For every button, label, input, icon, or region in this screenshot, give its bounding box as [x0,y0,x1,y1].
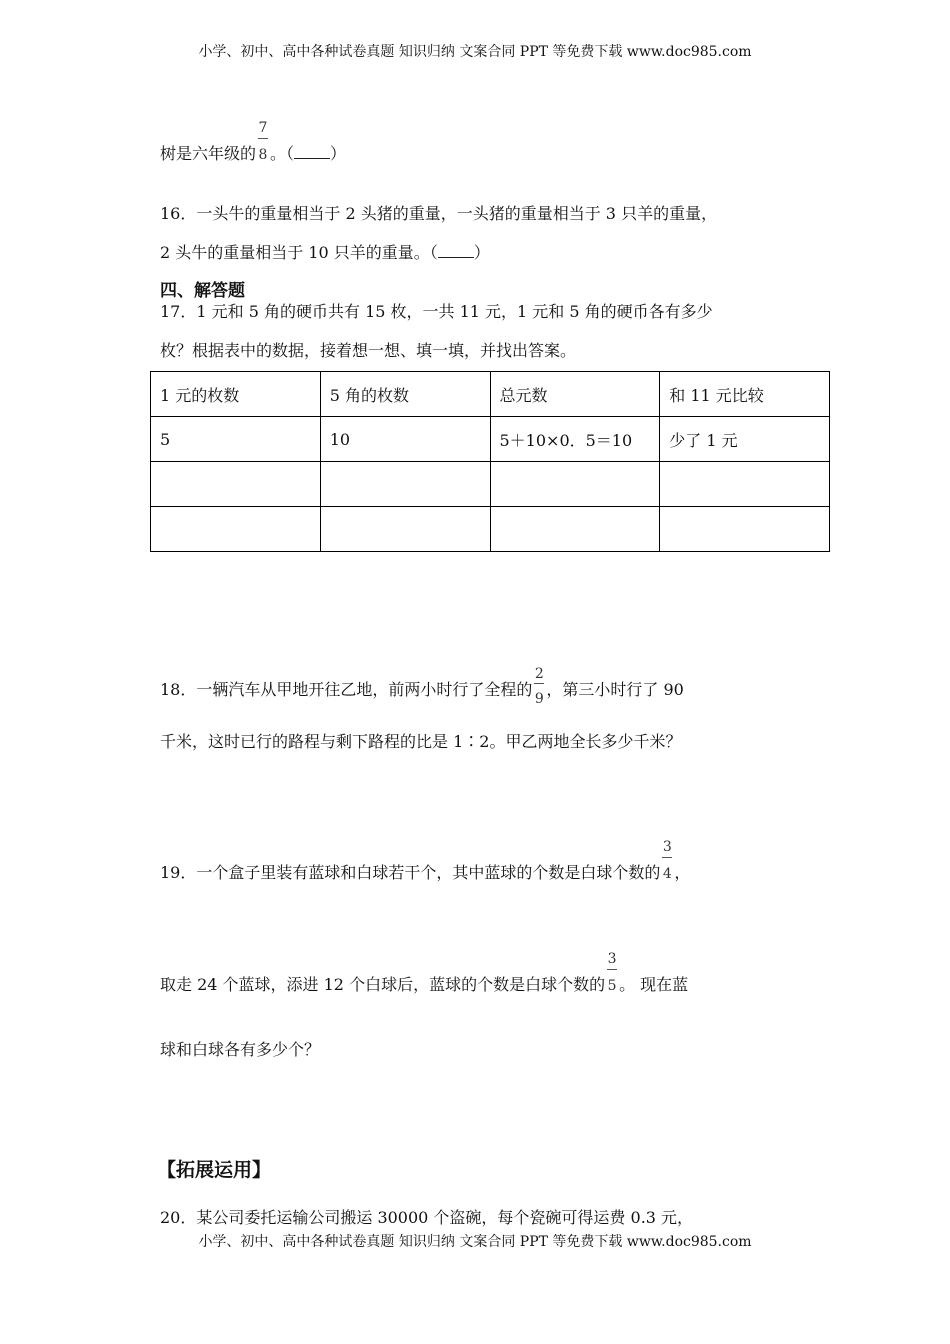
q18-text-a: 18．一辆汽车从甲地开往乙地，前两小时行了全程的 [160,680,533,699]
table-cell-empty[interactable] [151,507,321,552]
q19-frac1-num: 3 [662,839,672,855]
table-header-row [151,372,830,417]
q19-line2 [160,951,689,997]
table-cell: 10 [320,417,490,462]
table-header-cell: 总元数 [490,372,660,417]
q19-text-d: 。 现在蓝 [619,975,689,994]
q15-tail: 。（ [270,144,295,163]
q15-fraction [256,120,270,166]
table-cell-empty[interactable] [151,462,321,507]
table-cell-empty[interactable] [660,462,830,507]
coin-table [150,371,830,552]
table-header-cell: 和 11 元比较 [660,372,830,417]
q15-frac-num: 7 [258,120,268,136]
table-cell-empty[interactable] [320,507,490,552]
q17-line1: 17．1 元和 5 角的硬币共有 15 枚，一共 11 元，1 元和 5 角的硬币各有多少 [160,302,713,321]
table-header-cell: 1 元的枚数 [151,372,321,417]
q15-text: 树是六年级的 [160,144,257,163]
q16-line1: 16．一头牛的重量相当于 2 头猪的重量，一头猪的重量相当于 3 只羊的重量， [160,204,718,223]
q15-close: ） [330,144,347,163]
q20-line1: 20．某公司委托运输公司搬运 30000 个盗碗，每个瓷碗可得运费 0.3 元， [160,1208,694,1227]
table-cell-empty[interactable] [320,462,490,507]
q18-frac-num: 2 [534,666,544,682]
q19-fraction-2 [605,951,619,997]
q19-frac2-den: 5 [607,978,617,994]
section-title-extension: 【拓展运用】 [157,1159,272,1181]
q19-frac1-den: 4 [662,866,672,882]
page-header: 小学、初中、高中各种试卷真题 知识归纳 文案合同 PPT 等免费下载 www.doc985.com [198,44,752,60]
q19-line3: 球和白球各有多少个？ [160,1040,321,1059]
q15-answer-blank[interactable] [294,144,330,159]
table-cell-empty[interactable] [490,507,660,552]
q16-line2-text: 2 头牛的重量相当于 10 只羊的重量。（ [160,243,438,262]
q17-line2: 枚？根据表中的数据，接着想一想、填一填，并找出答案。 [160,341,577,360]
table-cell: 5＋10×0．5＝10 [490,417,660,462]
q16-close: ） [473,243,490,262]
q15-line [160,120,347,166]
table-cell-empty[interactable] [660,507,830,552]
table-cell: 少了 1 元 [660,417,830,462]
section-title-answer-questions: 四、解答题 [160,281,245,301]
q19-text-b: ， [674,863,691,882]
table-cell: 5 [151,417,321,462]
q15-frac-den: 8 [258,147,268,163]
table-row [151,417,830,462]
q19-text-a: 19．一个盒子里装有蓝球和白球若干个，其中蓝球的个数是白球个数的 [160,863,661,882]
q19-text-c: 取走 24 个蓝球，添进 12 个白球后，蓝球的个数是白球个数的 [160,975,606,994]
q18-fraction [532,666,546,707]
q18-text-b: ，第三小时行了 90 [546,680,684,699]
table-header-cell: 5 角的枚数 [320,372,490,417]
q19-frac2-num: 3 [607,951,617,967]
q16-answer-blank[interactable] [438,243,474,258]
q18-frac-den: 9 [534,691,544,707]
table-row [151,507,830,552]
table-cell-empty[interactable] [490,462,660,507]
q19-line1 [160,839,691,885]
q18-line2: 千米，这时已行的路程与剩下路程的比是 1∶2。甲乙两地全长多少千米？ [160,732,682,751]
q18-line1 [160,666,684,707]
q19-fraction-1 [660,839,674,885]
q16-line2 [160,242,490,264]
page-footer: 小学、初中、高中各种试卷真题 知识归纳 文案合同 PPT 等免费下载 www.doc985.com [198,1234,752,1250]
table-row [151,462,830,507]
